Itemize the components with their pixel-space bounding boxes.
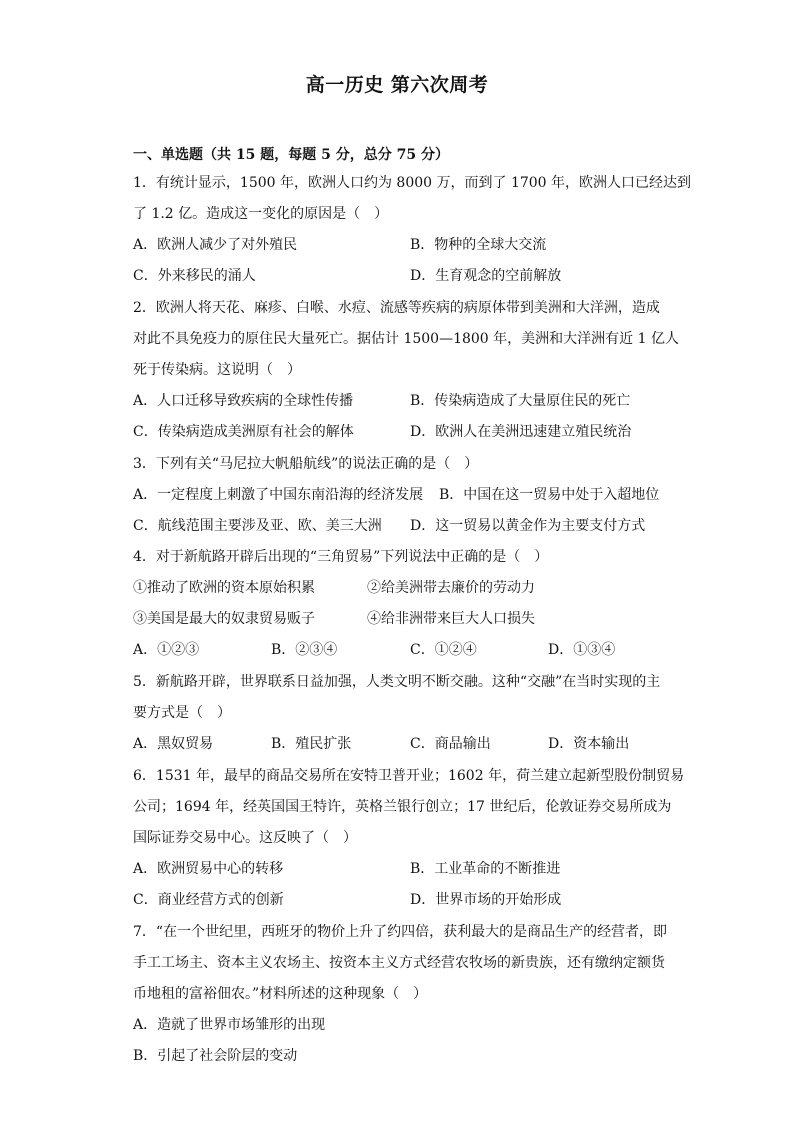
q6-option-d: D．世界市场的开始形成 <box>410 892 562 908</box>
q3-stem-line1: 3．下列有关“马尼拉大帆船航线”的说法正确的是（ ） <box>133 456 479 472</box>
q3-option-b: B．中国在这一贸易中处于入超地位 <box>439 487 660 503</box>
q6-option-b: B．工业革命的不断推进 <box>410 861 561 877</box>
q4-option-d: D．①③④ <box>548 642 616 658</box>
q7-option-b: B．引起了社会阶层的变动 <box>133 1048 298 1064</box>
q5-stem-line1: 5．新航路开辟，世界联系日益加强，人类文明不断交融。这种“交融”在当时实现的主 <box>133 674 661 690</box>
q2-option-d: D．欧洲人在美洲迅速建立殖民统治 <box>410 424 632 440</box>
q7-stem-line1: 7．“在一个世纪里，西班牙的物价上升了约四倍，获利最大的是商品生产的经营者，即 <box>133 924 668 940</box>
page-title: 高一历史 第六次周考 <box>305 74 489 96</box>
q5-option-c: C．商品输出 <box>410 736 491 752</box>
q2-option-a: A．人口迁移导致疾病的全球性传播 <box>133 393 354 409</box>
q6-stem-line2: 公司；1694 年，经英国国王特许，英格兰银行创立；17 世纪后，伦敦证券交易所成为 <box>133 799 672 815</box>
q1-option-c: C．外来移民的涌人 <box>133 268 256 284</box>
q6-stem-line1: 6．1531 年，最早的商品交易所在安特卫普开业；1602 年，荷兰建立起新型股份制贸易 <box>133 768 685 784</box>
q2-stem-line2: 对此不具免疫力的原住民大量死亡。据估计 1500—1800 年，美洲和大洋洲有近 1 亿人 <box>133 331 679 347</box>
q3-option-c: C．航线范围主要涉及亚、欧、美三大洲 <box>133 518 382 534</box>
q7-option-a: A．造就了世界市场雏形的出现 <box>133 1017 326 1033</box>
q6-option-c: C．商业经营方式的创新 <box>133 892 284 908</box>
q4-statement-3: ③美国是最大的奴隶贸易贩子 <box>133 611 315 627</box>
q1-stem-line2: 了 1.2 亿。造成这一变化的原因是（ ） <box>133 206 389 222</box>
q1-stem-line1: 1．有统计显示，1500 年，欧洲人口约为 8000 万，而到了 1700 年，欧洲人口已经达到 <box>133 175 692 191</box>
q2-stem-line3: 死于传染病。这说明（ ） <box>133 362 301 378</box>
q4-stem-line1: 4．对于新航路开辟后出现的“三角贸易”下列说法中正确的是（ ） <box>133 549 549 565</box>
q4-option-b: B．②③④ <box>271 642 338 658</box>
q3-option-d: D．这一贸易以黄金作为主要支付方式 <box>410 518 646 534</box>
q4-option-c: C．①②④ <box>410 642 477 658</box>
q4-option-a: A．①②③ <box>133 642 200 658</box>
q5-stem-line2: 要方式是（ ） <box>133 705 231 721</box>
q4-statement-4: ④给非洲带来巨大人口损失 <box>367 611 535 627</box>
q2-option-b: B．传染病造成了大量原住民的死亡 <box>410 393 631 409</box>
q6-option-a: A．欧洲贸易中心的转移 <box>133 861 284 877</box>
q1-option-a: A．欧洲人减少了对外殖民 <box>133 237 298 253</box>
section-heading: 一、单选题（共 15 题，每题 5 分，总分 75 分） <box>133 147 449 163</box>
q5-option-a: A．黑奴贸易 <box>133 736 214 752</box>
q7-stem-line2: 手工工场主、资本主义农场主、按资本主义方式经营农牧场的新贵族，还有缴纳定额货 <box>133 955 665 971</box>
q2-option-c: C．传染病造成美洲原有社会的解体 <box>133 424 354 440</box>
q1-option-d: D．生育观念的空前解放 <box>410 268 562 284</box>
q1-option-b: B．物种的全球大交流 <box>410 237 547 253</box>
q2-stem-line1: 2．欧洲人将天花、麻疹、白喉、水痘、流感等疾病的病原体带到美洲和大洋洲，造成 <box>133 300 660 316</box>
q4-statement-2: ②给美洲带去廉价的劳动力 <box>367 580 535 596</box>
q4-statement-1: ①推动了欧洲的资本原始积累 <box>133 580 315 596</box>
q3-option-a: A．一定程度上刺激了中国东南沿海的经济发展 <box>133 487 424 503</box>
q5-option-b: B．殖民扩张 <box>271 736 352 752</box>
q6-stem-line3: 国际证券交易中心。这反映了（ ） <box>133 830 357 846</box>
q5-option-d: D．资本输出 <box>548 736 630 752</box>
q7-stem-line3: 币地租的富裕佃农。”材料所述的这种现象（ ） <box>133 986 428 1002</box>
